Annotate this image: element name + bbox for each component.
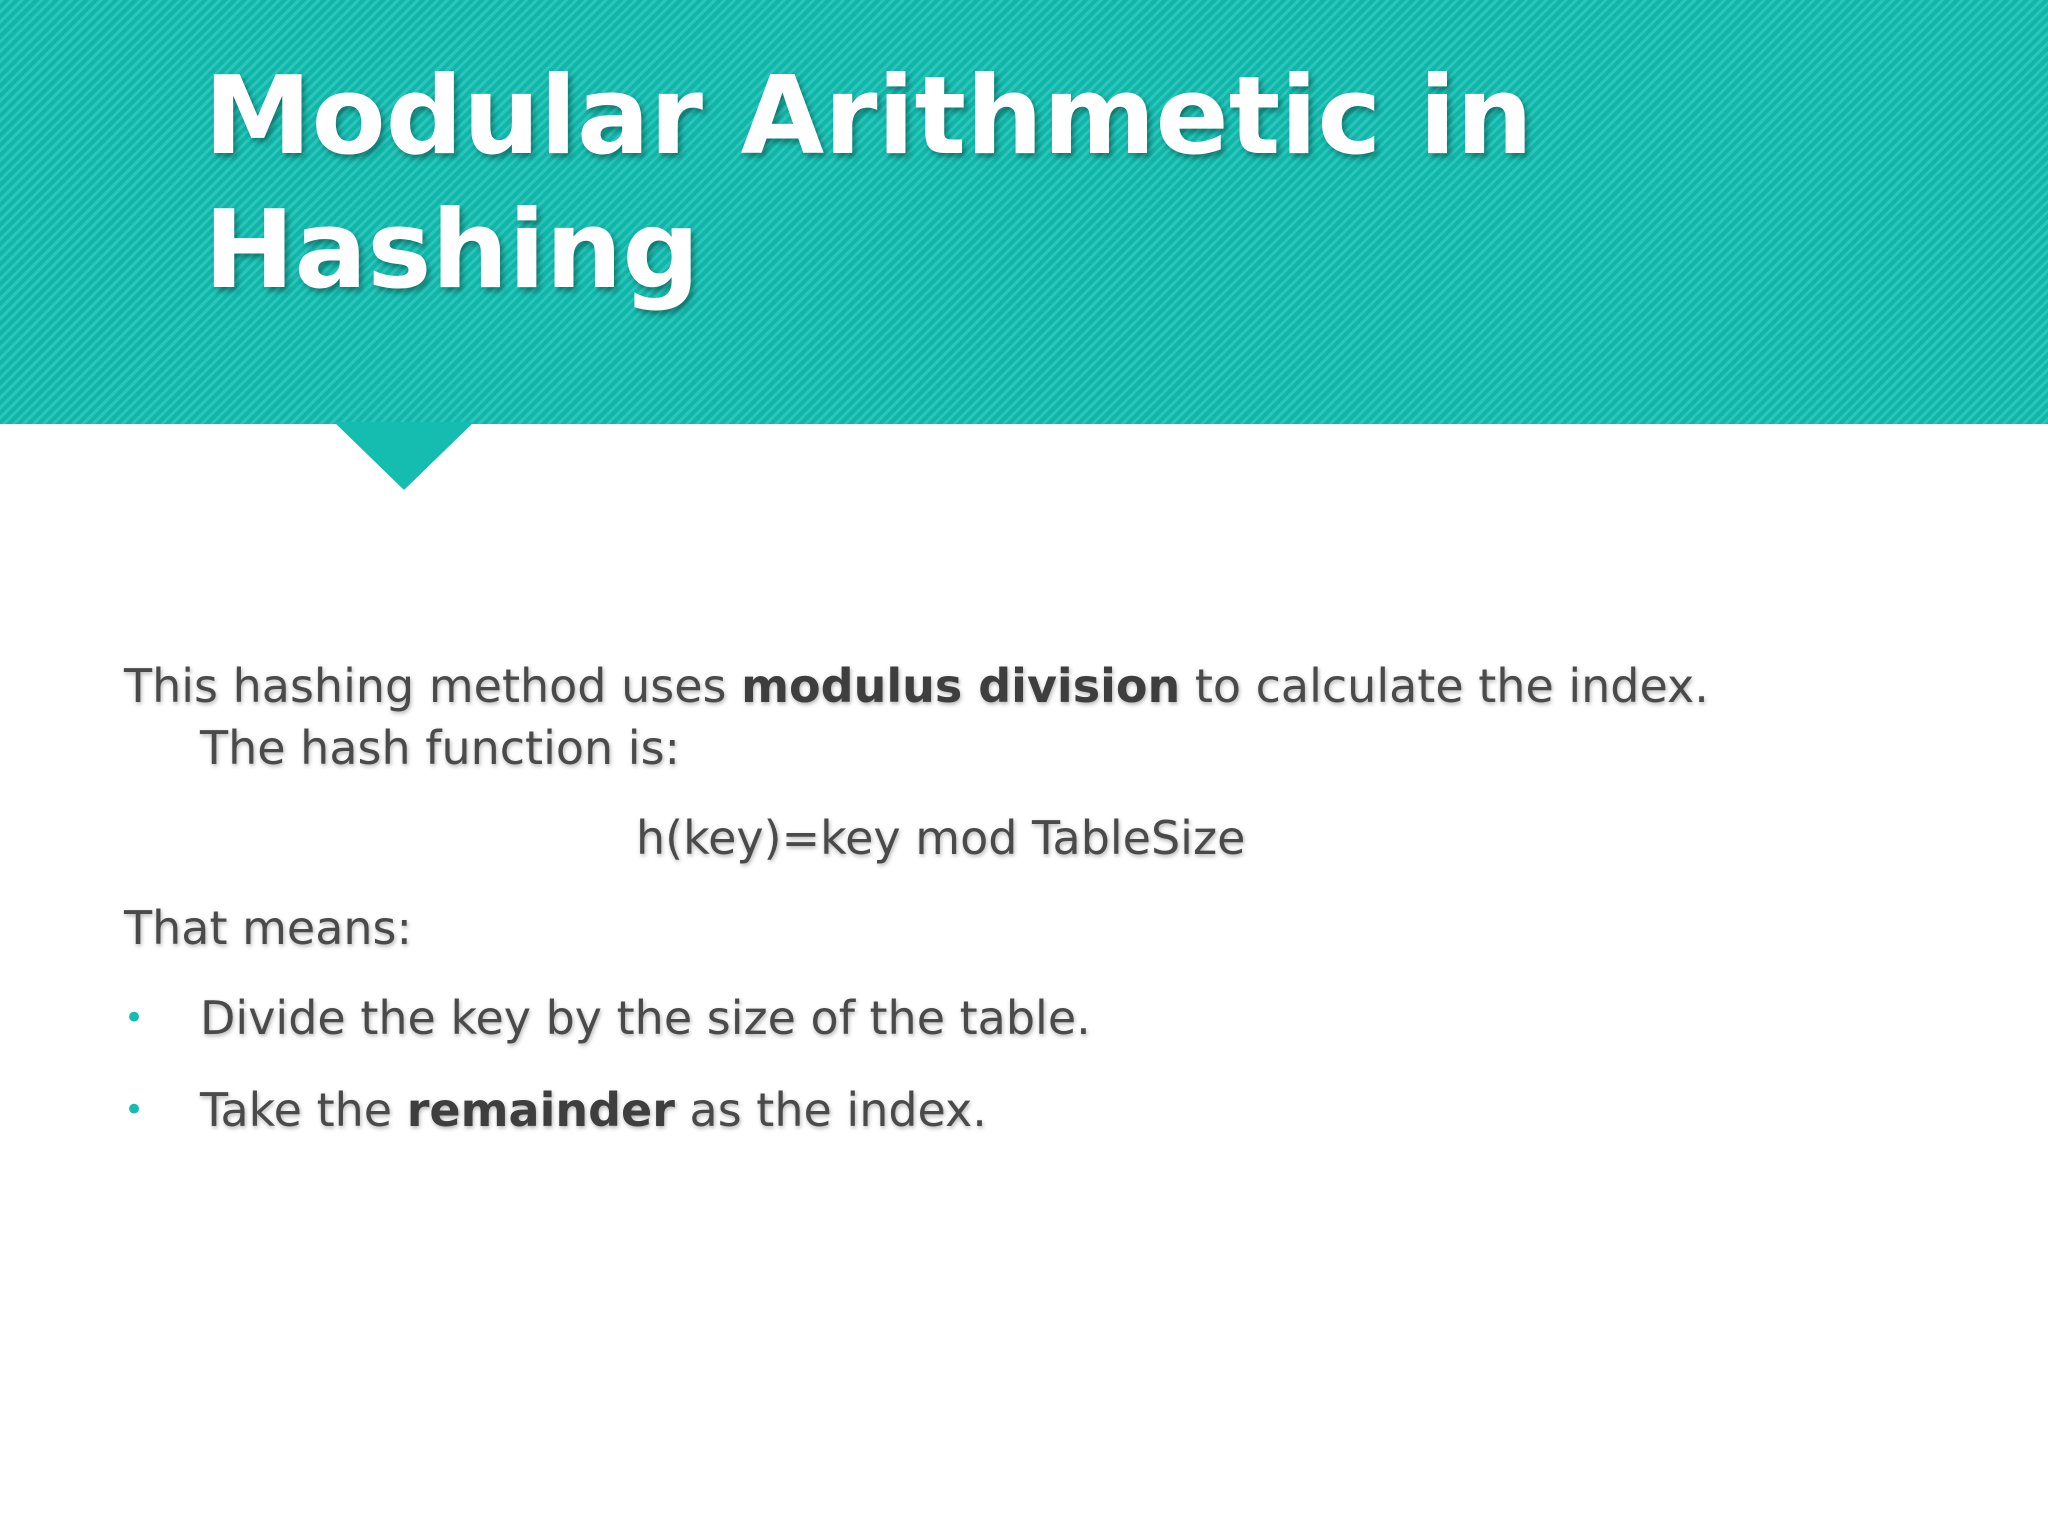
bullet-item-remainder — [124, 1079, 1924, 1141]
bullet-text: Take the — [200, 1083, 407, 1137]
bullet-dot-icon: • — [124, 998, 145, 1038]
banner-notch — [334, 422, 474, 490]
bullet-item-divide — [124, 987, 1924, 1049]
bullet-text: Divide the key by the size of the table. — [200, 991, 1091, 1045]
bullet-list — [124, 987, 1924, 1141]
slide-title — [204, 50, 1844, 318]
hash-formula: h(key)=key mod TableSize — [636, 811, 1246, 865]
slide-body — [124, 655, 1924, 1171]
bullet-bold: remainder — [406, 1083, 675, 1137]
title-line-1: Modular Arithmetic in — [204, 54, 1533, 179]
intro-line-2: The hash function is: — [200, 721, 681, 775]
bullet-dot-icon: • — [124, 1090, 145, 1130]
intro-paragraph — [124, 655, 1924, 779]
intro-text-after: to calculate the index. — [1180, 659, 1709, 713]
intro-text-before: This hashing method uses — [124, 659, 742, 713]
intro-bold-term: modulus division — [741, 659, 1181, 713]
means-label: That means: — [124, 901, 413, 955]
bullet-text-after: as the index. — [674, 1083, 987, 1137]
title-line-2: Hashing — [204, 188, 700, 313]
